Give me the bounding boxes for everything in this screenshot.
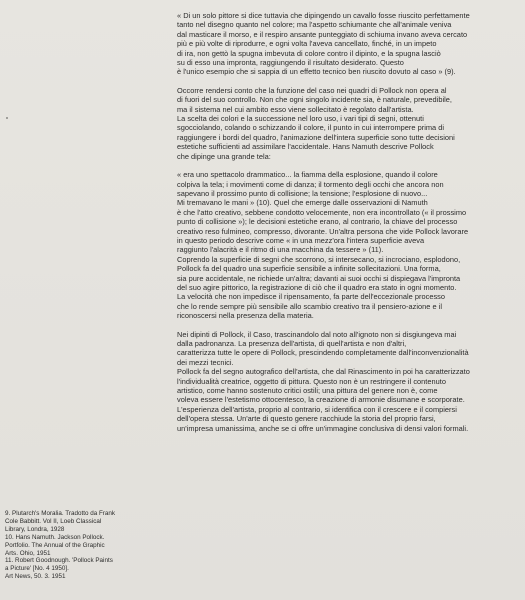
paragraph-namuth-quote: « era uno spettacolo drammatico... la fiamma della esplosione, quando il colore colpiva la tela; i movimenti come di danza; il tormento degli occhi che ancora non sapevano il prossimo punto di collisione; la tensione; l'esplosione di nuovo... Mi tremavano le mani » (10). Quel che emerge dalle osservazioni di Namuth è che l'atto creativo, sebbene condotto velocemente, non era incontrollato (« il prossimo punto di collisione »); le decisioni estetiche erano, al contrario, la chiave del processo creativo reso fulmineo, compresso, divorante. Un'altra persona che vide Pollock lavorare in questo periodo descrive come « in una mezz'ora l'intera superficie aveva raggiunto l'alacrità e il ritmo di una macchina da tessere » (11). Coprendo la superficie di segni che scorrono, si intersecano, si incrociano, esplodono, Pollock fa del quadro una superficie sensibile a infinite sollecitazioni. Una forma, sia pure accidentale, ne richiede un'altra; davanti ai suoi occhi si dispiegava l'impronta del suo agire pittorico, la registrazione di ciò che il quadro era stato in ogni momento. La velocità che non impedisce il ripensamento, fa parte dell'eccezionale processo che lo rende sempre più sensibile allo scambio creativo tra il pensiero-azione e il riconoscersi nella presenza della materia. [177,170,469,321]
footnote-11: 11. Robert Goodnough. 'Pollock Paints a Picture' [No. 4 1950]. Art News, 50. 3. 1951 [5,557,113,581]
body-text [177,11,517,433]
margin-mark [6,117,8,119]
footnote-10: 10. Hans Namuth. Jackson Pollock. Portfolio. The Annual of the Graphic Arts. Ohio, 1951 [5,533,105,557]
paragraph-plutarch-quote: « Di un solo pittore si dice tuttavia che dipingendo un cavallo fosse riuscito perfettamente tanto nel disegno quanto nel colore; ma l'aspetto schiumante che all'animale veniva dal masticare il morso, e il respiro ansante punteggiato di schiuma invano aveva cercato più e più volte di riprodurre, e ogni volta l'aveva cancellato, finché, in un impeto di ira, non gettò la spugna imbevuta di colore contro il dipinto, e la spugna lasciò su di esso una impronta, raggiungendo il risultato desiderato. Questo è l'unico esempio che si sappia di un effetto tecnico ben riuscito dovuto al caso » (9). [177,11,470,77]
paragraph-chance-control: Occorre rendersi conto che la funzione del caso nei quadri di Pollock non opera al di fuori del suo controllo. Non che ogni singolo incidente sia, è naturale, prevedibile, ma il sistema nel cui ambito esso viene sollecitato è regolato dall'artista. La scelta dei colori e la successione nel loro uso, i vari tipi di segni, ottenuti sgocciolando, colando o schizzando il colore, il punto in cui interrompere prima di raggiungere i bordi del quadro, l'animazione dell'intera superficie sono tutte decisioni estetiche sufficienti ad assimilare l'accidentale. Hans Namuth descrive Pollock che dipinge una grande tela: [177,85,455,161]
footnote-9: 9. Plutarch's Moralia. Tradotto da Frank Cole Babbitt. Vol II, Loeb Classical Library, Londra, 1928 [5,510,116,533]
footnotes [5,510,170,581]
paragraph-artist-presence: Nei dipinti di Pollock, il Caso, trascinandolo dal noto all'ignoto non si disgiungeva mai dalla padronanza. La presenza dell'artista, di quell'artista e non d'altri, caratterizza tutte le opere di Pollock, prescindendo completamente dall'inconvenzionalità dei mezzi tecnici. Pollock fa del segno autografico dell'artista, che dal Rinascimento in poi ha caratterizzato l'individualità creatrice, oggetto di pittura. Questo non è un restringere il contenuto artistico, come hanno sostenuto critici ostili; una pittura del genere non è, come voleva essere l'estetismo ottocentesco, la creazione di armonie disumane e scorporate. L'esperienza dell'artista, proprio al contrario, si identifica con il crescere e il compiersi dell'opera stessa. Un'arte di questo genere racchiude la storia del proprio farsi, un'impresa umanissima, anche se ci offre un'immagine conclusiva di densi valori formali. [177,329,470,433]
